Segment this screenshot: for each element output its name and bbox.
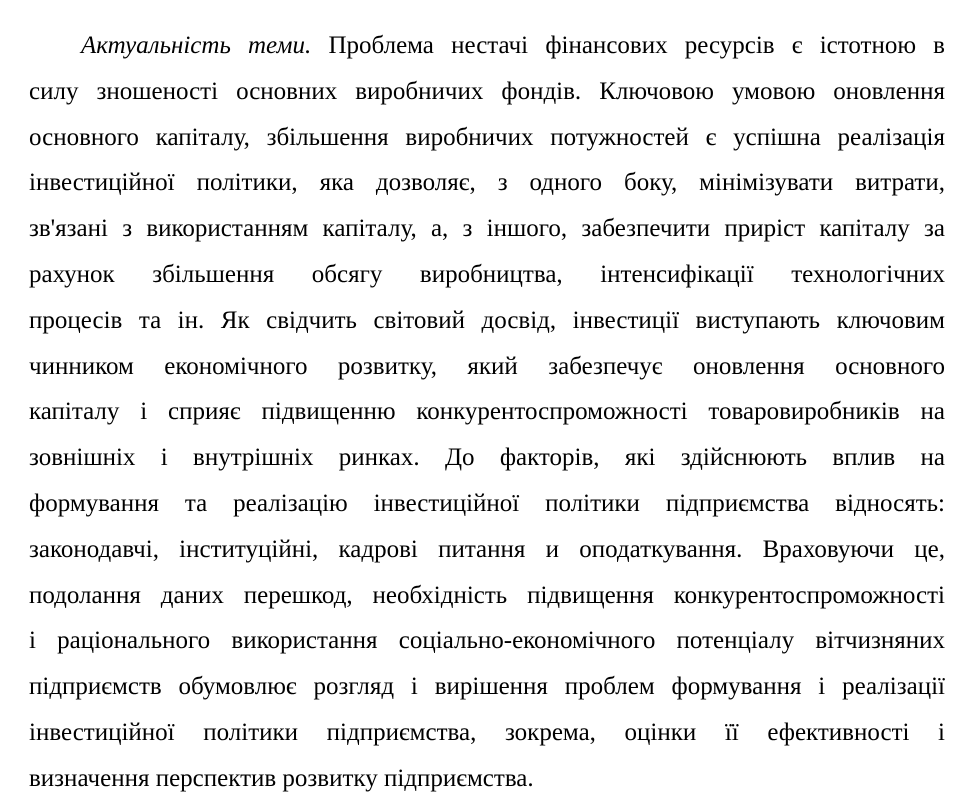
text-line-last: визначення перспектив розвитку підприємства. (29, 764, 534, 792)
text-line: подолання даних перешкод, необхідність підвищення конкурентоспроможності (29, 581, 945, 609)
text-line: основного капіталу, збільшення виробничих потужностей є успішна реалізація (29, 123, 945, 151)
text-line: силу зношеності основних виробничих фондів. Ключовою умовою оновлення (29, 77, 945, 105)
text-line: чинником економічного розвитку, який забезпечує оновлення основного (29, 352, 945, 380)
text-line: законодавчі, інституційні, кадрові питання и оподаткування. Враховуючи це, (29, 535, 945, 563)
body-paragraph (29, 23, 945, 802)
text-line: формування та реалізацію інвестиційної політики підприємства відносять: (29, 489, 945, 517)
text-line: зовнішніх і внутрішніх ринках. До факторів, які здійснюють вплив на (29, 444, 945, 472)
text-line: інвестиційної політики підприємства, зокрема, оцінки її ефективності і (29, 718, 945, 746)
text-line: інвестиційної політики, яка дозволяє, з одного боку, мінімізувати витрати, (29, 169, 945, 197)
text-line: капіталу і сприяє підвищенню конкурентоспроможності товаровиробників на (29, 398, 945, 426)
text-line-content: Проблема нестачі фінансових ресурсів є істотною в (328, 32, 945, 59)
text-line: підприємств обумовлює розгляд і вирішення проблем формування і реалізації (29, 673, 945, 701)
text-line: зв'язані з використанням капіталу, а, з іншого, забезпечити приріст капіталу за (29, 215, 945, 243)
paragraph-lead: Актуальність теми. (81, 32, 312, 59)
text-line: і раціонального використання соціально-економічного потенціалу вітчизняних (29, 627, 945, 655)
text-line (29, 23, 945, 69)
text-line: процесів та ін. Як свідчить світовий досвід, інвестиції виступають ключовим (29, 306, 945, 334)
text-line: рахунок збільшення обсягу виробництва, інтенсифікації технологічних (29, 260, 945, 288)
